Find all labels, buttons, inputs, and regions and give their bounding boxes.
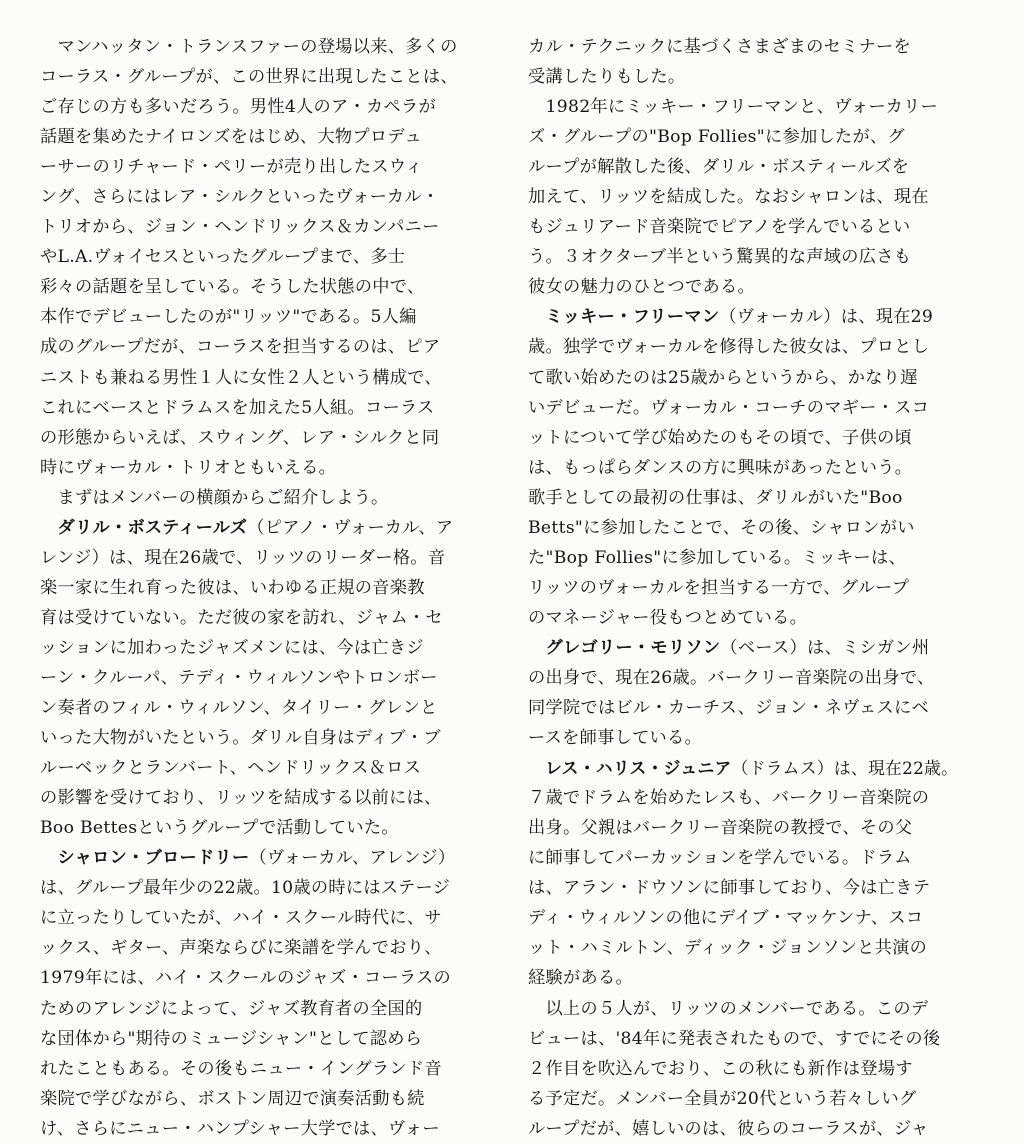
line-text: （ピアノ・ヴォーカル、ア [247, 517, 454, 538]
line-text: ご存じの方も多いだろう。男性4人のア・カペラが [40, 97, 436, 118]
text-line [528, 783, 958, 813]
text-line [528, 994, 958, 1024]
text-line [528, 393, 958, 423]
line-text: 同学院ではビル・カーチス、ジョン・ネヴェスにベ [528, 698, 930, 719]
member-name: グレゴリー・モリソン [528, 637, 721, 658]
text-line [528, 332, 958, 362]
line-text: 楽院で学びながら、ボストン周辺で演奏活動も続 [40, 1088, 425, 1109]
line-text: （ベース）は、ミシガン州 [720, 637, 930, 658]
line-text: ためのアレンジによって、ジャズ教育者の全国的 [40, 998, 423, 1019]
line-text: もジュリアード音楽院でピアノを学んでいるとい [528, 217, 911, 238]
text-line [528, 152, 958, 182]
line-text: は、グループ最年少の22歳。10歳の時にはステージ [40, 878, 451, 899]
text-line [528, 663, 958, 693]
text-line [40, 152, 472, 182]
text-line [528, 723, 958, 753]
line-text: ビューは、'84年に発表されたもので、すでにその後 [528, 1028, 941, 1049]
text-line [40, 963, 472, 993]
text-line [528, 272, 958, 302]
line-text: いデビューだ。ヴォーカル・コーチのマギー・スコ [528, 397, 930, 418]
line-text: トリオから、ジョン・ヘンドリックス＆カンパニー [40, 217, 440, 238]
text-line [40, 423, 472, 453]
line-text: ットについて学び始めたのもその頃で、子供の頃 [528, 427, 913, 448]
line-text: ースを師事している。 [528, 728, 703, 749]
text-line [40, 483, 472, 513]
text-line [528, 32, 958, 62]
text-line [528, 873, 958, 903]
line-text: これにベースとドラムスを加えた5人組。コーラス [40, 397, 435, 418]
line-text: に師事してパーカッションを学んでいる。ドラム [528, 848, 912, 869]
line-text: 以上の５人が、リッツのメンバーである。このデ [528, 998, 929, 1019]
line-text: て歌い始めたのは25歳からというから、かなり遅 [528, 367, 918, 388]
text-line [40, 122, 472, 152]
text-line [40, 182, 472, 212]
text-line [40, 1024, 472, 1054]
line-text: ループだが、嬉しいのは、彼らのコーラスが、ジャ [528, 1118, 929, 1139]
text-line [528, 302, 958, 332]
text-line [40, 363, 472, 393]
member-name: レス・ハリス・ジュニア [528, 758, 732, 779]
text-line [40, 1054, 472, 1084]
text-line [528, 933, 958, 963]
line-text: ング、さらにはレア・シルクといったヴォーカル・ [40, 187, 440, 208]
line-text: 話題を集めたナイロンズをはじめ、大物プロデュ [40, 127, 422, 148]
text-line [528, 813, 958, 843]
text-line [40, 663, 472, 693]
text-line [40, 302, 472, 332]
line-text: の影響を受けており、リッツを結成する以前には、 [40, 788, 442, 809]
line-text: 1982年にミッキー・フリーマンと、ヴォーカリー [528, 97, 939, 118]
line-text: な団体から"期待のミュージシャン"として認めら [40, 1028, 423, 1049]
member-name: ダリル・ボスティールズ [40, 517, 248, 538]
line-text: う。３オクターブ半という驚異的な声域の広さも [528, 247, 912, 268]
text-line [528, 423, 958, 453]
line-text: Betts"に参加したことで、その後、シャロンがい [528, 517, 915, 538]
line-text: いった大物がいたという。ダリル自身はディブ・ブ [40, 728, 441, 749]
line-text: た"Bop Follies"に参加している。ミッキーは、 [528, 547, 906, 568]
line-text: ッションに加わったジャズメンには、今は亡きジ [40, 637, 424, 658]
text-line [528, 513, 958, 543]
text-line [40, 513, 472, 543]
text-line [528, 92, 958, 122]
line-text: 経験がある。 [528, 968, 633, 989]
line-text: れたこともある。その後もニュー・イングランド音 [40, 1058, 442, 1079]
line-text: け、さらにニュー・ハンプシャー大学では、ヴォー [40, 1118, 440, 1139]
line-text: のマネージャー役もつとめている。 [528, 607, 808, 628]
text-line [40, 393, 472, 423]
text-line [40, 1114, 472, 1144]
line-text: リッツのヴォーカルを担当する一方で、グループ [528, 577, 910, 598]
line-text: Boo Bettesというグループで活動していた。 [40, 818, 399, 839]
text-line [528, 693, 958, 723]
line-text: 歌手としての最初の仕事は、ダリルがいた"Boo [528, 487, 903, 508]
right-text-column [528, 32, 958, 1144]
text-line [40, 543, 472, 573]
line-text: マンハッタン・トランスファーの登場以来、多くの [40, 37, 458, 57]
line-text: 本作でデビューしたのが"リッツ"である。5人編 [40, 307, 417, 328]
line-text: カル・テクニックに基づくさまざまのセミナーを [528, 37, 912, 57]
text-line [528, 1054, 958, 1084]
text-line [40, 1084, 472, 1114]
text-line [40, 813, 472, 843]
text-line [40, 32, 472, 62]
text-line [40, 573, 472, 603]
text-line [40, 603, 472, 633]
line-text: ックス、ギター、声楽ならびに楽譜を学んでおり、 [40, 938, 442, 959]
line-text: ディ・ウィルソンの他にデイブ・マッケンナ、スコ [528, 908, 924, 929]
text-line [40, 453, 472, 483]
text-line [40, 753, 472, 783]
text-line [40, 62, 472, 92]
line-text: まずはメンバーの横顔からご紹介しよう。 [40, 487, 389, 508]
line-text: ーサーのリチャード・ペリーが売り出したスウィ [40, 157, 423, 178]
text-line [40, 242, 472, 272]
text-line [528, 483, 958, 513]
text-line [40, 843, 472, 873]
line-text: コーラス・グループが、この世界に出現したことは、 [40, 67, 458, 88]
line-text: やL.A.ヴォイセスといったグループまで、多士 [40, 247, 406, 268]
line-text: （ヴォーカル）は、現在29 [719, 307, 934, 328]
line-text: に立ったりしていたが、ハイ・スクール時代に、サ [40, 908, 442, 929]
text-line [528, 1084, 958, 1114]
line-text: の形態からいえば、スウィング、レア・シルクと同 [40, 427, 440, 448]
line-text: ループが解散した後、ダリル・ボスティールズを [528, 157, 910, 178]
text-line [528, 182, 958, 212]
text-line [40, 994, 472, 1024]
text-line [528, 122, 958, 152]
text-line [40, 332, 472, 362]
line-text: 1979年には、ハイ・スクールのジャズ・コーラスの [40, 968, 451, 989]
line-text: ルーベックとランバート、ヘンドリックス＆ロス [40, 758, 422, 779]
text-line [40, 633, 472, 663]
text-line [40, 272, 472, 302]
line-text: の出身で、現在26歳。バークリー音楽院の出身で、 [528, 667, 935, 688]
text-line [40, 783, 472, 813]
text-line [40, 212, 472, 242]
text-line [40, 903, 472, 933]
line-text: レンジ）は、現在26歳で、リッツのリーダー格。音 [40, 547, 446, 568]
line-text: 出身。父親はバークリー音楽院の教授で、その父 [528, 818, 913, 839]
line-text: る予定だ。メンバー全員が20代という若々しいグ [528, 1088, 917, 1109]
line-text: 歳。独学でヴォーカルを修得した彼女は、プロとし [528, 337, 930, 358]
text-line [528, 903, 958, 933]
text-line [528, 633, 958, 663]
line-text: 成のグループだが、コーラスを担当するのは、ピア [40, 337, 441, 358]
text-line [528, 543, 958, 573]
text-line [528, 843, 958, 873]
line-text: ン奏者のフィル・ウィルソン、タイリー・グレンと [40, 698, 438, 719]
line-text: （ヴォーカル、アレンジ） [249, 848, 456, 869]
text-line [528, 363, 958, 393]
text-line [528, 753, 958, 783]
line-text: （ドラムス）は、現在22歳。 [731, 758, 959, 779]
line-text: 受講したりもした。 [528, 67, 686, 88]
line-text: は、アラン・ドウソンに師事しており、今は亡きテ [528, 878, 931, 899]
line-text: 彼女の魅力のひとつである。 [528, 277, 755, 298]
text-line [528, 453, 958, 483]
text-line [528, 963, 958, 993]
text-line [40, 723, 472, 753]
member-name: シャロン・ブロードリー [40, 848, 250, 869]
text-line [528, 212, 958, 242]
line-text: 時にヴォーカル・トリオともいえる。 [40, 457, 337, 478]
line-text: 彩々の話題を呈している。そうした状態の中で、 [40, 277, 425, 298]
text-line [528, 603, 958, 633]
text-line [528, 62, 958, 92]
member-name: ミッキー・フリーマン [528, 307, 720, 328]
line-text: 加えて、リッツを結成した。なおシャロンは、現在 [528, 187, 929, 208]
text-line [528, 573, 958, 603]
text-line [40, 92, 472, 122]
text-line [528, 242, 958, 272]
line-text: 育は受けていない。ただ彼の家を訪れ、ジャム・セ [40, 607, 443, 628]
line-text: ット・ハミルトン、ディック・ジョンソンと共演の [528, 938, 928, 959]
text-line [528, 1024, 958, 1054]
text-line [40, 693, 472, 723]
text-line [40, 873, 472, 903]
line-text: ーン・クルーパ、テディ・ウィルソンやトロンボー [40, 667, 438, 688]
left-text-column [40, 32, 472, 1144]
line-text: ２作目を吹込んでおり、この秋にも新作は登場す [528, 1058, 913, 1079]
text-line [40, 933, 472, 963]
line-text: は、もっぱらダンスの方に興味があったという。 [528, 457, 913, 478]
line-text: ７歳でドラムを始めたレスも、バークリー音楽院の [528, 788, 930, 809]
line-text: 楽一家に生れ育った彼は、いわゆる正規の音楽教 [40, 577, 425, 598]
text-line [528, 1114, 958, 1144]
line-text: ズ・グループの"Bop Follies"に参加したが、グ [528, 127, 905, 148]
line-text: ニストも兼ねる男性１人に女性２人という構成で、 [40, 367, 442, 388]
